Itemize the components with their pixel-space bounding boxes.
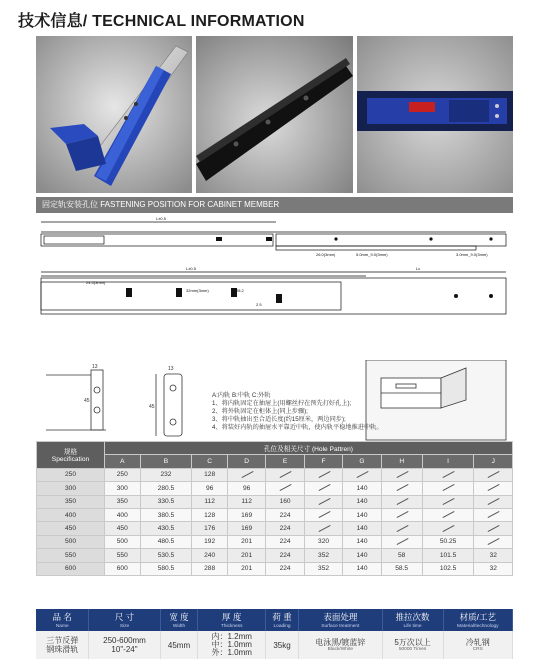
surface-en: Black/White [327, 646, 353, 652]
table-cell [304, 522, 342, 535]
table-cell [227, 468, 265, 481]
installation-notes [212, 392, 383, 432]
table-cell: 32 [474, 549, 513, 562]
table-cell: 101.5 [422, 549, 474, 562]
dim-l-mid: L±0.5 [186, 266, 196, 271]
summary-header [382, 609, 443, 631]
table-cell [381, 508, 422, 521]
summary-thickness [198, 631, 266, 659]
empty-slash-mark [442, 484, 454, 490]
table-cell [474, 535, 513, 548]
empty-slash-mark [318, 498, 330, 504]
empty-slash-mark [318, 471, 330, 477]
table-cell [381, 468, 422, 481]
summary-size [89, 631, 160, 659]
table-cell: 232 [140, 468, 192, 481]
empty-slash-mark [442, 471, 454, 477]
summary-width: 45mm [160, 631, 198, 659]
dim-3: 3.0mm_9.0(3mm) [456, 252, 488, 257]
name-line1: 三节反弹 [46, 636, 79, 645]
summary-header-en: Material/technology [456, 624, 499, 629]
table-cell: 102.5 [422, 562, 474, 575]
empty-slash-mark [442, 498, 454, 504]
summary-name [36, 631, 89, 659]
table-cell: 160 [266, 495, 304, 508]
table-cell: 112 [227, 495, 265, 508]
table-cell: 280.5 [140, 482, 192, 495]
table-cell [381, 535, 422, 548]
hole-pattern-table [36, 441, 513, 576]
empty-slash-mark [318, 511, 330, 517]
table-cell: 201 [227, 549, 265, 562]
empty-slash-mark [318, 484, 330, 490]
summary-header-en: Thickness [220, 624, 243, 629]
hole-pattern-header: 孔位及相关尺寸 (Hole Pattren) [105, 442, 513, 455]
thick-mid: 中：1.0mm [211, 640, 252, 649]
column-header-d: D [227, 455, 265, 468]
photo-rail-black [196, 36, 352, 193]
table-cell: 140 [343, 522, 381, 535]
spec-header [37, 442, 105, 469]
note-line: 3、将中轨抽出至合适长度(约15厘米，两边同步); [212, 416, 346, 424]
dim-lc: Lc [416, 266, 421, 271]
empty-slash-mark [396, 484, 408, 490]
product-photos [36, 36, 513, 193]
table-cell: 580.5 [140, 562, 192, 575]
life-cn: 5万次以上 [394, 637, 431, 647]
summary-header-en: Surface treatment [321, 624, 360, 629]
mount-dim-45b: 45 [149, 404, 155, 410]
table-cell: 140 [343, 549, 381, 562]
table-cell: 320 [304, 535, 342, 548]
empty-slash-mark [279, 471, 291, 477]
spec-cell: 350 [37, 495, 105, 508]
dim-7: 28.2 [236, 288, 244, 293]
dim-6: 32mm(3mm) [186, 288, 209, 293]
name-line2: 钢珠滑轨 [46, 645, 79, 654]
summary-header-en: Size [119, 624, 130, 629]
table-cell [422, 508, 474, 521]
table-cell: 140 [343, 535, 381, 548]
empty-slash-mark [396, 525, 408, 531]
dim-l-top: L±0.5 [156, 216, 166, 221]
table-cell: 600 [105, 562, 141, 575]
table-cell: 140 [343, 562, 381, 575]
table-cell: 530.5 [140, 549, 192, 562]
table-row [37, 535, 513, 548]
summary-header [198, 609, 266, 631]
table-cell: 500 [105, 535, 141, 548]
summary-material [443, 631, 512, 659]
mount-dim-13a: 13 [92, 364, 98, 370]
spec-cell: 300 [37, 482, 105, 495]
table-cell [304, 495, 342, 508]
material-cn: 冷轧钢 [465, 637, 490, 647]
column-header-c: C [192, 455, 228, 468]
dim-2: 5.0mm_9.0(3mm) [356, 252, 388, 257]
table-row [37, 522, 513, 535]
summary-header-cn: 厚 度 [221, 612, 242, 622]
empty-slash-mark [487, 525, 499, 531]
mount-dim-45a: 45 [84, 398, 90, 404]
table-cell [474, 522, 513, 535]
table-cell: 250 [105, 468, 141, 481]
table-row [37, 562, 513, 575]
summary-loading: 35kg [265, 631, 298, 659]
table-row [37, 549, 513, 562]
rail-technical-drawing [36, 216, 513, 328]
summary-header-en: Life time [403, 624, 422, 629]
summary-header-en: Name [55, 624, 69, 629]
table-cell: 128 [192, 508, 228, 521]
dim-1: 26.0(3mm) [316, 252, 336, 257]
table-cell [266, 468, 304, 481]
photo-rail-closeup [357, 36, 513, 193]
table-row [37, 508, 513, 521]
table-cell: 224 [266, 522, 304, 535]
table-cell: 169 [227, 522, 265, 535]
table-cell [422, 482, 474, 495]
spec-header-cn: 规格 [63, 449, 78, 457]
table-cell: 140 [343, 495, 381, 508]
table-cell: 300 [105, 482, 141, 495]
empty-slash-mark [487, 484, 499, 490]
table-cell [304, 482, 342, 495]
empty-slash-mark [356, 471, 368, 477]
summary-life [382, 631, 443, 659]
summary-header [299, 609, 382, 631]
table-cell: 380.5 [140, 508, 192, 521]
table-cell: 450 [105, 522, 141, 535]
column-header-g: G [343, 455, 381, 468]
surface-cn: 电泳黑/镀蓝锌 [315, 637, 366, 647]
table-cell [381, 495, 422, 508]
table-cell: 240 [192, 549, 228, 562]
spec-cell: 600 [37, 562, 105, 575]
summary-header [89, 609, 160, 631]
note-line: A:内轨 B:中轨 C:外轨 [212, 392, 271, 399]
page-title: 技术信息/ TECHNICAL INFORMATION [18, 13, 305, 30]
column-header-f: F [304, 455, 342, 468]
spec-cell: 400 [37, 508, 105, 521]
table-cell [343, 468, 381, 481]
empty-slash-mark [396, 538, 408, 544]
table-cell: 350 [105, 495, 141, 508]
spec-cell: 250 [37, 468, 105, 481]
table-cell [474, 482, 513, 495]
thick-inner: 内：1.2mm [211, 632, 252, 641]
column-header-h: H [381, 455, 422, 468]
summary-header-cn: 荷 重 [272, 612, 292, 622]
table-cell: 224 [266, 562, 304, 575]
table-cell: 58.5 [381, 562, 422, 575]
table-row [37, 468, 513, 481]
summary-surface [299, 631, 382, 659]
spec-cell: 550 [37, 549, 105, 562]
note-line: 2、将外轨固定在柜体上(同上步骤); [212, 408, 308, 416]
table-cell [422, 522, 474, 535]
table-cell: 352 [304, 562, 342, 575]
summary-header-en: Loading [273, 624, 291, 629]
empty-slash-mark [442, 525, 454, 531]
empty-slash-mark [396, 498, 408, 504]
mount-dim-13b: 13 [168, 366, 174, 372]
table-row [37, 482, 513, 495]
table-cell: 140 [343, 508, 381, 521]
table-cell: 224 [266, 508, 304, 521]
summary-header-en: Width [172, 624, 186, 629]
table-cell [381, 522, 422, 535]
table-cell: 330.5 [140, 495, 192, 508]
column-header-i: I [422, 455, 474, 468]
column-header-b: B [140, 455, 192, 468]
table-cell: 96 [227, 482, 265, 495]
life-en: 50000 Times [398, 646, 427, 652]
summary-header-cn: 尺 寸 [114, 612, 135, 622]
dim-4: 24.5(3mm) [86, 280, 106, 285]
note-line: 4、将装好内轨的抽屉水平靠近中轨，使内轨平稳地推进中轨。 [212, 424, 383, 432]
table-cell [304, 508, 342, 521]
empty-slash-mark [487, 498, 499, 504]
fastening-section-bar: 固定轨安装孔位 FASTENING POSITION FOR CABINET MEMBER [36, 197, 513, 213]
table-cell: 58 [381, 549, 422, 562]
table-cell [422, 495, 474, 508]
spec-header-en: Specification [51, 456, 90, 464]
table-cell [381, 482, 422, 495]
empty-slash-mark [396, 471, 408, 477]
thick-outer: 外：1.0mm [211, 648, 252, 657]
table-cell: 480.5 [140, 535, 192, 548]
product-summary-table [36, 609, 513, 659]
table-cell: 430.5 [140, 522, 192, 535]
empty-slash-mark [487, 471, 499, 477]
summary-header-cn: 品 名 [52, 612, 72, 622]
dim-5: 2.5 [256, 302, 262, 307]
table-cell: 176 [192, 522, 228, 535]
column-header-a: A [105, 455, 141, 468]
table-cell: 201 [227, 535, 265, 548]
summary-header-cn: 宽 度 [169, 612, 189, 622]
table-cell [266, 482, 304, 495]
empty-slash-mark [279, 484, 291, 490]
table-cell [422, 468, 474, 481]
empty-slash-mark [318, 525, 330, 531]
summary-header [36, 609, 89, 631]
table-cell: 224 [266, 535, 304, 548]
empty-slash-mark [442, 511, 454, 517]
table-cell: 400 [105, 508, 141, 521]
empty-slash-mark [487, 511, 499, 517]
table-cell: 140 [343, 482, 381, 495]
table-cell: 128 [192, 468, 228, 481]
empty-slash-mark [241, 471, 253, 477]
table-cell [474, 468, 513, 481]
table-cell: 32 [474, 562, 513, 575]
summary-header [443, 609, 512, 631]
summary-header-cn: 表面处理 [323, 612, 358, 622]
summary-header [160, 609, 198, 631]
table-cell: 550 [105, 549, 141, 562]
table-cell: 96 [192, 482, 228, 495]
photo-rail-open [36, 36, 192, 193]
note-line: 1、将内轨固定在抽屉上(用螺丝拧在预先打好孔上); [212, 400, 352, 408]
table-cell: 201 [227, 562, 265, 575]
table-cell [474, 508, 513, 521]
table-cell: 169 [227, 508, 265, 521]
spec-cell: 450 [37, 522, 105, 535]
summary-header [265, 609, 298, 631]
empty-slash-mark [487, 538, 499, 544]
table-cell: 224 [266, 549, 304, 562]
table-row [37, 495, 513, 508]
column-header-j: J [474, 455, 513, 468]
empty-slash-mark [396, 511, 408, 517]
summary-header-cn: 材质/工艺 [459, 612, 496, 622]
column-header-e: E [266, 455, 304, 468]
table-cell: 352 [304, 549, 342, 562]
summary-header-cn: 推拉次数 [395, 612, 430, 622]
table-cell: 112 [192, 495, 228, 508]
material-en: CRS [472, 646, 483, 652]
spec-cell: 500 [37, 535, 105, 548]
table-cell: 50.25 [422, 535, 474, 548]
table-cell: 192 [192, 535, 228, 548]
table-cell [304, 468, 342, 481]
size-line1: 250-600mm [103, 636, 146, 645]
table-cell: 288 [192, 562, 228, 575]
table-cell [474, 495, 513, 508]
size-line2: 10"-24" [111, 645, 138, 654]
